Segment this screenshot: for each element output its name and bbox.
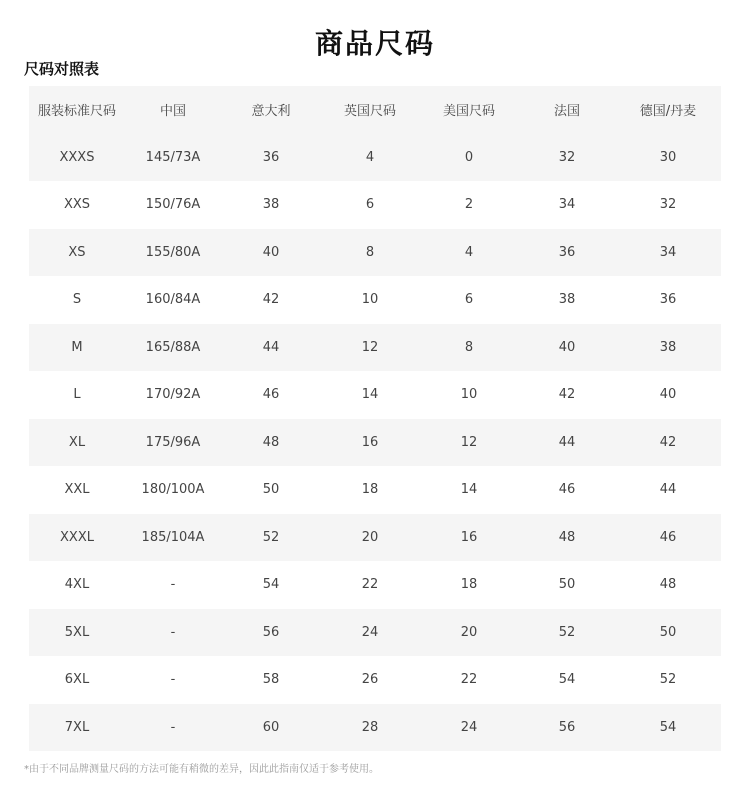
cell-uk: 6 <box>365 197 375 213</box>
table-row <box>29 419 721 467</box>
cell-germany-denmark: 52 <box>659 672 677 688</box>
cell-us: 18 <box>460 577 478 593</box>
cell-china: 150/76A <box>145 197 201 213</box>
cell-uk: 12 <box>361 339 379 355</box>
cell-us: 4 <box>464 244 474 260</box>
cell-uk: 22 <box>361 577 379 593</box>
cell-germany-denmark: 42 <box>659 434 677 450</box>
table-header-row <box>29 86 721 134</box>
cell-france: 48 <box>558 529 576 545</box>
cell-uk: 26 <box>361 672 379 688</box>
cell-standard-size: XXL <box>64 482 90 498</box>
cell-germany-denmark: 34 <box>659 244 677 260</box>
cell-italy: 46 <box>262 387 280 403</box>
cell-germany-denmark: 32 <box>659 197 677 213</box>
cell-france: 34 <box>558 197 576 213</box>
cell-us: 20 <box>460 624 478 640</box>
header-china: 中国 <box>159 104 186 120</box>
cell-germany-denmark: 44 <box>659 482 677 498</box>
table-row <box>29 229 721 277</box>
cell-us: 8 <box>464 339 474 355</box>
cell-italy: 52 <box>262 529 280 545</box>
cell-germany-denmark: 36 <box>659 292 677 308</box>
table-row <box>29 704 721 752</box>
cell-uk: 8 <box>365 244 375 260</box>
cell-us: 2 <box>464 197 474 213</box>
cell-china: 160/84A <box>145 292 201 308</box>
table-row <box>29 371 721 419</box>
cell-uk: 4 <box>365 149 375 165</box>
cell-standard-size: M <box>71 339 83 355</box>
cell-france: 40 <box>558 339 576 355</box>
cell-standard-size: XS <box>68 244 86 260</box>
cell-uk: 28 <box>361 719 379 735</box>
cell-us: 12 <box>460 434 478 450</box>
cell-italy: 36 <box>262 149 280 165</box>
cell-uk: 24 <box>361 624 379 640</box>
header-germany-denmark: 德国/丹麦 <box>639 104 697 120</box>
cell-italy: 42 <box>262 292 280 308</box>
cell-uk: 14 <box>361 387 379 403</box>
cell-standard-size: XXXS <box>59 149 95 165</box>
cell-italy: 60 <box>262 719 280 735</box>
header-standard-size: 服装标准尺码 <box>37 104 116 120</box>
footnote: *由于不同品牌测量尺码的方法可能有稍微的差异，因此此指南仅适于参考使用。 <box>24 764 379 775</box>
cell-standard-size: XXS <box>63 197 91 213</box>
cell-france: 38 <box>558 292 576 308</box>
table-row <box>29 181 721 229</box>
cell-us: 14 <box>460 482 478 498</box>
cell-uk: 18 <box>361 482 379 498</box>
cell-germany-denmark: 46 <box>659 529 677 545</box>
cell-us: 0 <box>464 149 474 165</box>
cell-italy: 48 <box>262 434 280 450</box>
cell-us: 24 <box>460 719 478 735</box>
cell-france: 50 <box>558 577 576 593</box>
cell-germany-denmark: 54 <box>659 719 677 735</box>
header-uk: 英国尺码 <box>343 104 396 120</box>
cell-us: 6 <box>464 292 474 308</box>
cell-uk: 10 <box>361 292 379 308</box>
cell-germany-denmark: 40 <box>659 387 677 403</box>
cell-italy: 40 <box>262 244 280 260</box>
cell-china: 145/73A <box>145 149 201 165</box>
section-title: 尺码对照表 <box>24 60 100 78</box>
cell-standard-size: 6XL <box>64 672 90 688</box>
cell-us: 16 <box>460 529 478 545</box>
cell-france: 56 <box>558 719 576 735</box>
cell-standard-size: 5XL <box>64 624 90 640</box>
cell-germany-denmark: 50 <box>659 624 677 640</box>
cell-china: 170/92A <box>145 387 201 403</box>
cell-france: 42 <box>558 387 576 403</box>
table-row <box>29 656 721 704</box>
cell-standard-size: XXXL <box>60 529 94 545</box>
size-chart-table <box>29 86 721 751</box>
table-row <box>29 324 721 372</box>
header-italy: 意大利 <box>251 104 291 120</box>
cell-standard-size: 7XL <box>64 719 90 735</box>
cell-china: - <box>170 672 176 688</box>
cell-china: 185/104A <box>141 529 205 545</box>
cell-france: 46 <box>558 482 576 498</box>
cell-china: 175/96A <box>145 434 201 450</box>
cell-china: - <box>170 719 176 735</box>
cell-france: 52 <box>558 624 576 640</box>
cell-germany-denmark: 38 <box>659 339 677 355</box>
header-france: 法国 <box>553 104 580 120</box>
cell-germany-denmark: 30 <box>659 149 677 165</box>
cell-uk: 16 <box>361 434 379 450</box>
cell-uk: 20 <box>361 529 379 545</box>
header-us: 美国尺码 <box>442 104 495 120</box>
cell-italy: 38 <box>262 197 280 213</box>
cell-france: 54 <box>558 672 576 688</box>
cell-france: 44 <box>558 434 576 450</box>
cell-germany-denmark: 48 <box>659 577 677 593</box>
cell-italy: 58 <box>262 672 280 688</box>
cell-standard-size: 4XL <box>64 577 90 593</box>
cell-france: 36 <box>558 244 576 260</box>
cell-italy: 44 <box>262 339 280 355</box>
cell-standard-size: L <box>73 387 81 403</box>
table-row <box>29 466 721 514</box>
cell-china: 180/100A <box>141 482 205 498</box>
cell-china: - <box>170 577 176 593</box>
cell-china: 165/88A <box>145 339 201 355</box>
table-row <box>29 609 721 657</box>
cell-standard-size: XL <box>68 434 86 450</box>
cell-china: 155/80A <box>145 244 201 260</box>
cell-france: 32 <box>558 149 576 165</box>
table-row <box>29 514 721 562</box>
cell-italy: 50 <box>262 482 280 498</box>
cell-us: 10 <box>460 387 478 403</box>
table-row <box>29 276 721 324</box>
cell-china: - <box>170 624 176 640</box>
cell-us: 22 <box>460 672 478 688</box>
table-row <box>29 561 721 609</box>
table-row <box>29 134 721 182</box>
cell-italy: 54 <box>262 577 280 593</box>
cell-standard-size: S <box>72 292 82 308</box>
table-body <box>29 134 721 752</box>
page-title: 商品尺码 <box>314 27 435 60</box>
cell-italy: 56 <box>262 624 280 640</box>
